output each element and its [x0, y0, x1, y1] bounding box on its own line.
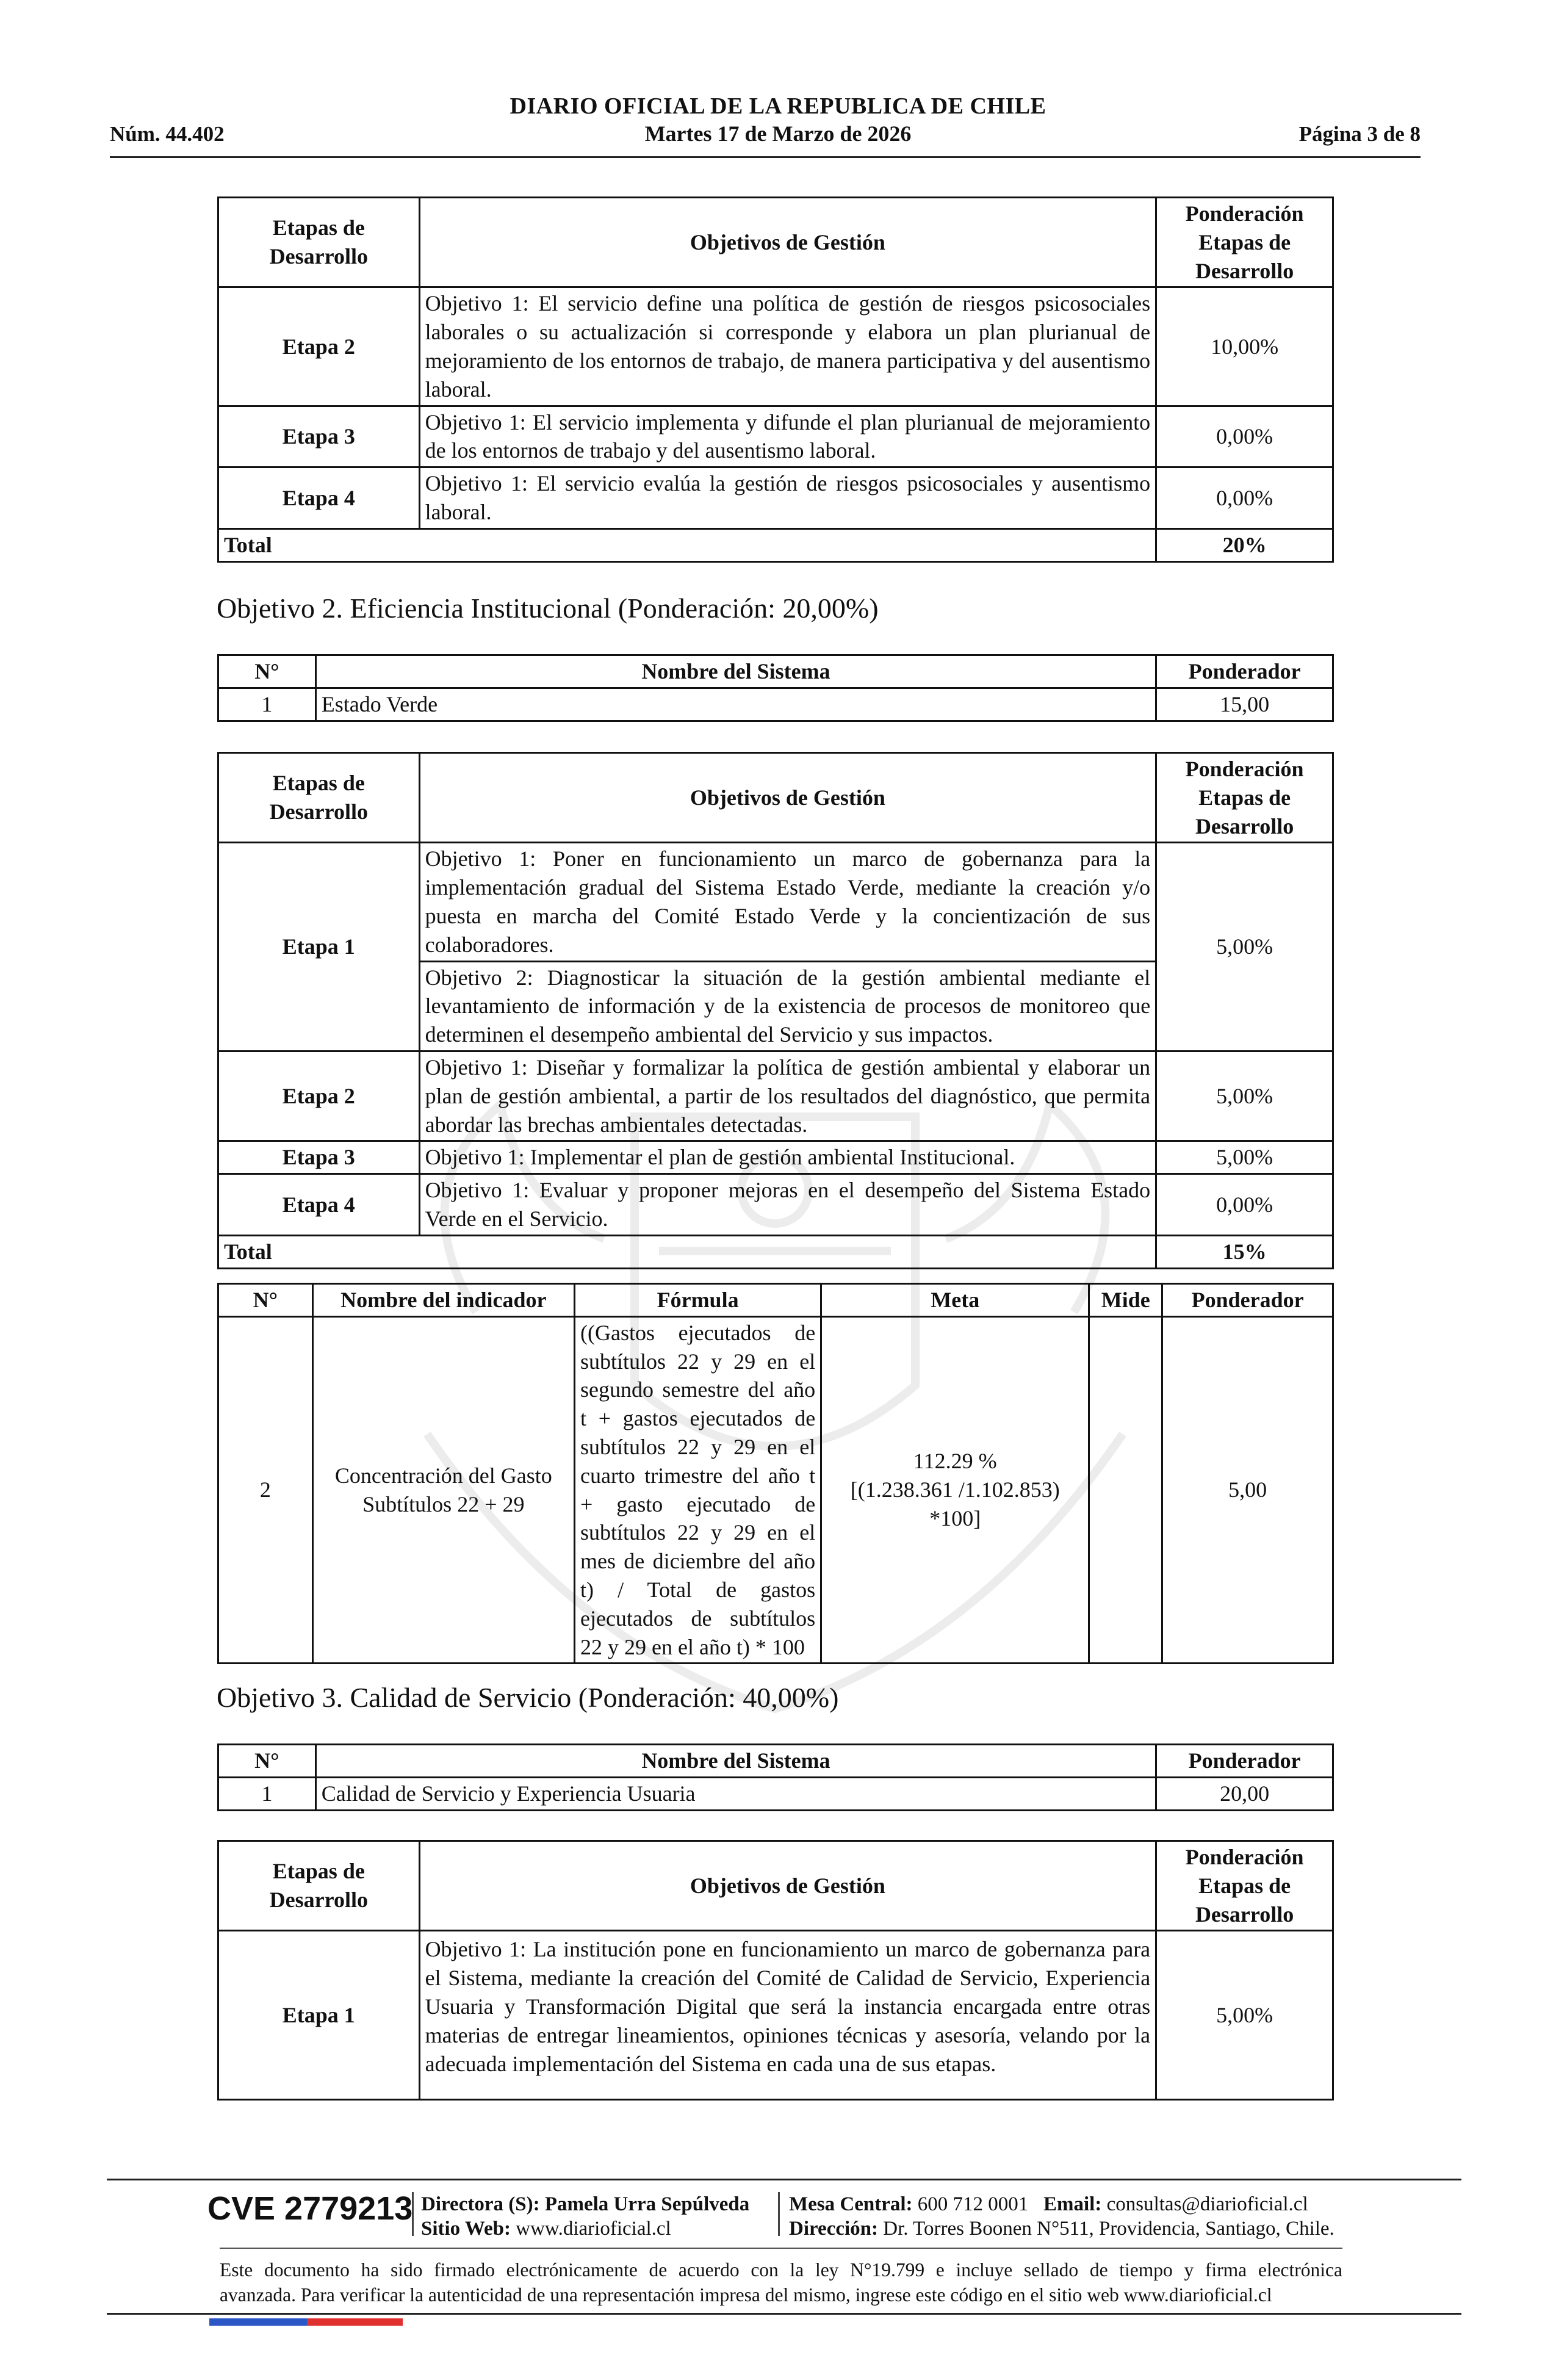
total-value: 15% [1156, 1235, 1333, 1268]
contact-line [789, 2192, 1334, 2216]
table-row [218, 843, 1333, 1051]
meta-percent: 112.29 % [913, 1449, 997, 1474]
system-table-3 [217, 1744, 1334, 1811]
system-name-cell: Estado Verde [315, 688, 1156, 721]
footer-mid-divider [220, 2248, 1342, 2249]
footer-director-block [421, 2192, 749, 2241]
indicator-name-cell: Concentración del Gasto Subtítulos 22 + 29 [312, 1316, 574, 1664]
flag-stripe-red [307, 2318, 403, 2326]
stage-cell: Etapa 3 [218, 1141, 420, 1174]
objective-cell: Objetivo 1: Diseñar y formalizar la política de gestión ambiental y elaborar un plan de gestión ambiental, a partir de los resultados del diagnóstico, que permita abordar las brechas ambientales detectadas. [419, 1051, 1156, 1141]
col-header-weight: Ponderación Etapas de Desarrollo [1156, 198, 1333, 287]
weight-cell: 0,00% [1156, 406, 1333, 467]
col-header-weight: Ponderador [1162, 1284, 1333, 1317]
col-header-stages: Etapas de Desarrollo [218, 198, 420, 287]
objective-cell-group [419, 843, 1156, 1051]
footer-separator [778, 2192, 780, 2236]
system-name-cell: Calidad de Servicio y Experiencia Usuaria [315, 1777, 1156, 1810]
meta-formula: [(1.238.361 /1.102.853) [850, 1477, 1060, 1502]
issue-number: Núm. 44.402 [110, 122, 225, 146]
footer-contact-block [789, 2192, 1334, 2241]
weight-cell: 0,00% [1156, 1174, 1333, 1236]
weight-cell: 10,00% [1156, 287, 1333, 406]
meta-cell [821, 1316, 1089, 1664]
col-header-weight: Ponderador [1156, 655, 1333, 688]
col-header-indicator-name: Nombre del indicador [312, 1284, 574, 1317]
col-header-system-name: Nombre del Sistema [315, 1745, 1156, 1778]
col-header-objectives: Objetivos de Gestión [419, 753, 1156, 843]
section-title-objetivo-3: Objetivo 3. Calidad de Servicio (Ponderación: 40,00%) [217, 1682, 839, 1713]
table-header-row [218, 1841, 1333, 1931]
col-header-objectives: Objetivos de Gestión [419, 1841, 1156, 1931]
stage-cell: Etapa 4 [218, 1174, 420, 1236]
objective-cell: Objetivo 1: Implementar el plan de gestión ambiental Institucional. [419, 1141, 1156, 1174]
flag-stripe-blue [209, 2318, 307, 2326]
website-label: Sitio Web: [421, 2218, 511, 2240]
objective-2-text: Objetivo 2: Diagnosticar la situación de la gestión ambiental mediante el levantamiento de información y de la existencia de procesos de monitoreo que determinen el desempeño ambiental del Servicio y sus impactos. [420, 961, 1156, 1050]
weight-cell: 5,00 [1162, 1316, 1333, 1664]
section-title-objetivo-2: Objetivo 2. Eficiencia Institucional (Ponderación: 20,00%) [217, 593, 879, 624]
col-header-stages: Etapas de Desarrollo [218, 1841, 420, 1931]
table-row [218, 1777, 1333, 1810]
total-row [218, 1235, 1333, 1268]
address-line [789, 2216, 1334, 2241]
stage-cell: Etapa 1 [218, 1931, 420, 2100]
col-header-number: N° [218, 1284, 313, 1317]
page-indicator: Página 3 de 8 [1298, 122, 1421, 146]
system-table-2 [217, 654, 1334, 722]
total-row [218, 528, 1333, 561]
director-name: Directora (S): Pamela Urra Sepúlveda [421, 2193, 750, 2215]
mesa-value: 600 712 0001 [917, 2193, 1029, 2215]
formula-cell: ((Gastos ejecutados de subtítulos 22 y 29 en el segundo semestre del año t + gastos ejecutados de subtítulos 22 y 29 en el cuarto trimestre del año t + gasto ejecutado de subtítulos 22 y 29 en el mes de diciembre del año t) / Total de gastos ejecutados de subtítulos 22 y 29 en el año t) * 100 [574, 1316, 821, 1664]
website-link[interactable]: www.diarioficial.cl [516, 2218, 671, 2240]
footer-separator [412, 2192, 414, 2236]
mide-cell [1089, 1316, 1162, 1664]
stage-cell: Etapa 4 [218, 467, 420, 529]
table-row [218, 688, 1333, 721]
weight-cell: 15,00 [1156, 688, 1333, 721]
objective-cell: Objetivo 1: El servicio implementa y difunde el plan plurianual de mejoramiento de los entornos de trabajo y del ausentismo laboral. [419, 406, 1156, 467]
col-header-stages: Etapas de Desarrollo [218, 753, 420, 843]
number-cell: 2 [218, 1316, 313, 1664]
col-header-system-name: Nombre del Sistema [315, 655, 1156, 688]
table-header-row [218, 198, 1333, 287]
table-header-row [218, 655, 1333, 688]
weight-cell: 20,00 [1156, 1777, 1333, 1810]
weight-cell: 5,00% [1156, 1931, 1333, 2100]
table-row [218, 467, 1333, 529]
number-cell: 1 [218, 688, 316, 721]
objective-1-text: Objetivo 1: Poner en funcionamiento un marco de gobernanza para la implementación gradual del Sistema Estado Verde, mediante la creación y/o puesta en marcha del Comité Estado Verde y la concientización de sus colaboradores. [425, 846, 1151, 957]
col-header-weight: Ponderación Etapas de Desarrollo [1156, 1841, 1333, 1931]
number-cell: 1 [218, 1777, 316, 1810]
objective-cell: Objetivo 1: La institución pone en funcionamiento un marco de gobernanza para el Sistema, mediante la creación del Comité de Calidad de Servicio, Experiencia Usuaria y Transformación Digital que será la instancia encargada entre otras materias de entregar lineamientos, opiniones técnicas y asesoría, velando por la adecuada implementación del Sistema en cada una de sus etapas. [419, 1931, 1156, 2100]
col-header-weight: Ponderador [1156, 1745, 1333, 1778]
weight-cell: 5,00% [1156, 1051, 1333, 1141]
table-row [218, 287, 1333, 406]
col-header-number: N° [218, 655, 316, 688]
total-label: Total [218, 528, 1156, 561]
header-divider [110, 156, 1421, 158]
col-header-formula: Fórmula [574, 1284, 821, 1317]
table-row [218, 406, 1333, 467]
stages-table-2 [217, 752, 1334, 1269]
weight-cell: 5,00% [1156, 1141, 1333, 1174]
website-line [421, 2216, 749, 2241]
stage-cell: Etapa 1 [218, 843, 420, 1051]
footer-top-divider [107, 2179, 1461, 2180]
stage-cell: Etapa 2 [218, 287, 420, 406]
col-header-objectives: Objetivos de Gestión [419, 198, 1156, 287]
footer-bottom-divider [107, 2313, 1461, 2315]
meta-multiplier: *100] [929, 1506, 981, 1531]
table-row [218, 1931, 1333, 2100]
signature-note-line-1: Este documento ha sido firmado electrónicamente de acuerdo con la ley N°19.799 e incluye sellado de tiempo y firma electrónica [220, 2259, 1342, 2281]
col-header-weight: Ponderación Etapas de Desarrollo [1156, 753, 1333, 843]
stages-table-3 [217, 1840, 1334, 2101]
newspaper-title: DIARIO OFICIAL DE LA REPUBLICA DE CHILE [510, 93, 1046, 119]
address-label: Dirección: [789, 2218, 879, 2240]
email-link[interactable]: consultas@diarioficial.cl [1106, 2193, 1308, 2215]
objective-cell: Objetivo 1: El servicio define una política de gestión de riesgos psicosociales laborales o su actualización si corresponde y elabora un plan plurianual de mejoramiento de los entornos de trabajo, de manera participativa y del ausentismo laboral. [419, 287, 1156, 406]
total-value: 20% [1156, 528, 1333, 561]
stages-table-1 [217, 197, 1334, 563]
weight-cell: 5,00% [1156, 843, 1333, 1051]
address-value: Dr. Torres Boonen N°511, Providencia, Santiago, Chile. [883, 2218, 1334, 2240]
table-row [218, 1051, 1333, 1141]
table-row [218, 1174, 1333, 1236]
table-header-row [218, 1745, 1333, 1778]
stage-cell: Etapa 2 [218, 1051, 420, 1141]
stage-cell: Etapa 3 [218, 406, 420, 467]
total-label: Total [218, 1235, 1156, 1268]
mesa-label: Mesa Central: [789, 2193, 913, 2215]
table-row [218, 1141, 1333, 1174]
col-header-number: N° [218, 1745, 316, 1778]
objective-cell: Objetivo 1: El servicio evalúa la gestión de riesgos psicosociales y ausentismo laboral. [419, 467, 1156, 529]
objective-cell: Objetivo 1: Evaluar y proponer mejoras en el desempeño del Sistema Estado Verde en el Servicio. [419, 1174, 1156, 1236]
weight-cell: 0,00% [1156, 467, 1333, 529]
col-header-mide: Mide [1089, 1284, 1162, 1317]
col-header-meta: Meta [821, 1284, 1089, 1317]
table-row [218, 1316, 1333, 1664]
table-header-row [218, 753, 1333, 843]
indicator-table [217, 1283, 1334, 1664]
issue-date: Martes 17 de Marzo de 2026 [644, 121, 912, 146]
table-header-row [218, 1284, 1333, 1317]
signature-note-line-2: avanzada. Para verificar la autenticidad de una representación impresa del mismo, ingrese este código en el sitio web www.diarioficial.cl [220, 2284, 1272, 2306]
cve-code: CVE 2779213 [207, 2190, 413, 2227]
email-label: Email: [1043, 2193, 1102, 2215]
